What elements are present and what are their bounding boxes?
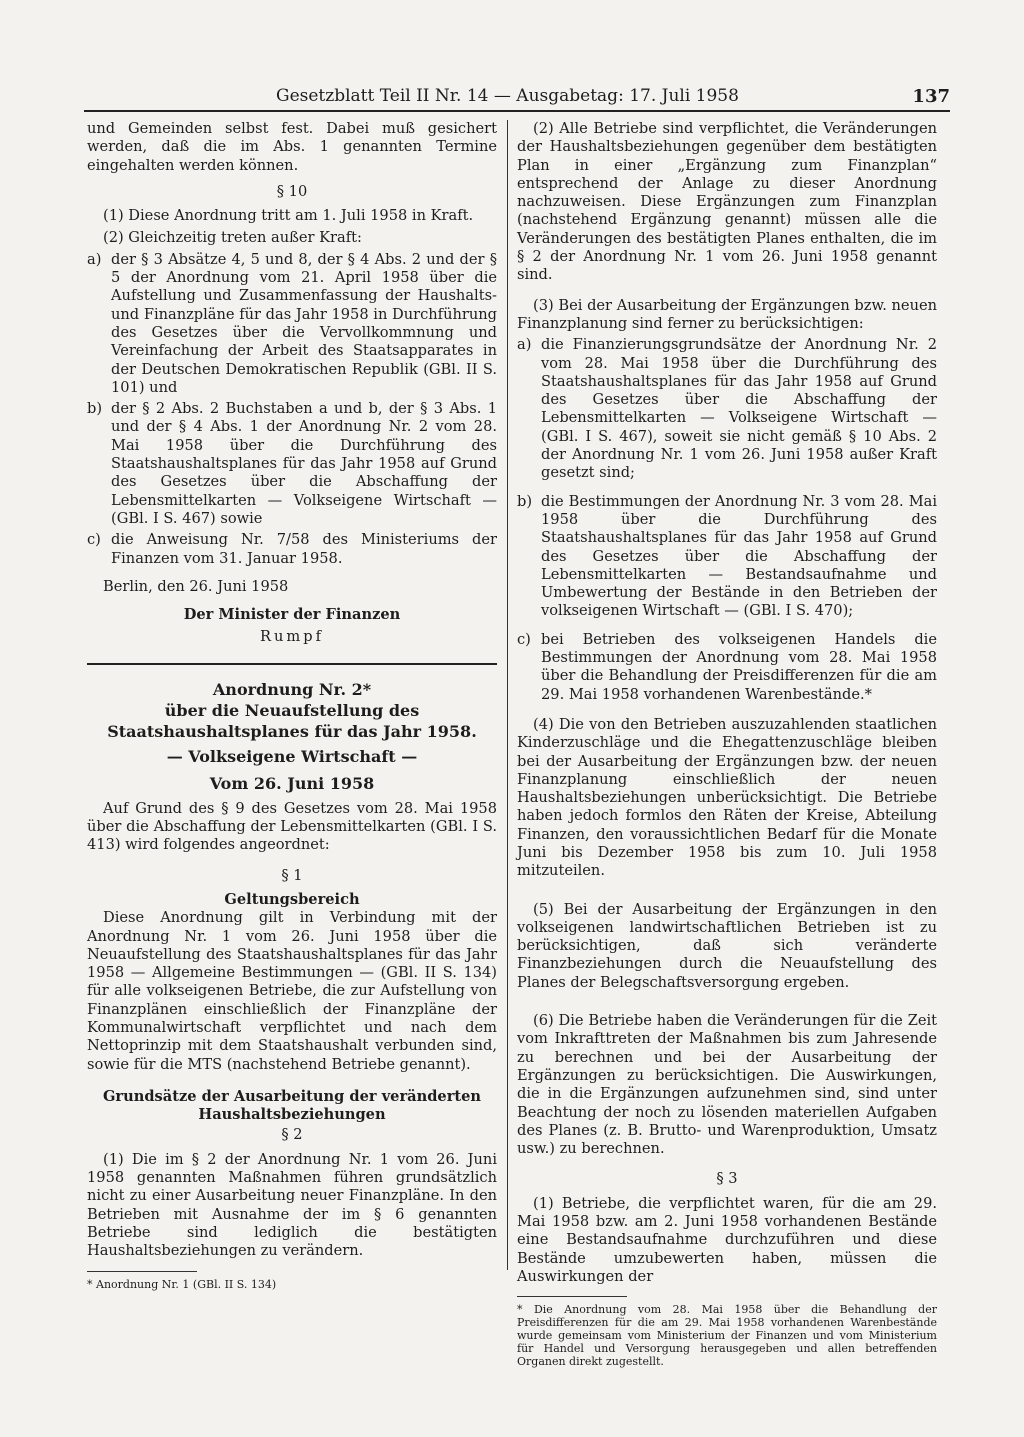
s2-item-b	[517, 493, 937, 621]
s10-item-b	[87, 400, 497, 528]
item-text: die Finanzierungsgrundsätze der Anordnung Nr. 2 vom 28. Mai 1958 über die Durchführung des Staatshaushaltsplanes für das Jahr 1958 auf Grund des Gesetzes über die Abschaffung der Lebensmittelkarten — Volkseigene Wirtschaft — (GBl. I S. 467), soweit sie nicht gemäß § 10 Abs. 2 der Anordnung Nr. 1 vom 26. Juni 1958 außer Kraft gesetzt sind;	[541, 336, 937, 482]
item-text: die Anweisung Nr. 7/58 des Ministeriums der Finanzen vom 31. Januar 1958.	[111, 531, 497, 567]
section-2-heading: § 2	[281, 1126, 303, 1144]
ordinance-subtitle: über die Neuaufstellung des Staatshaushaltsplanes für das Jahr 1958.	[107, 700, 477, 741]
header-rule	[84, 110, 950, 112]
column-divider	[507, 120, 508, 1270]
footnote-rule	[517, 1296, 627, 1297]
header-title: Gesetzblatt Teil II Nr. 14 — Ausgabetag: 17. Juli 1958	[276, 86, 739, 106]
left-column	[87, 120, 497, 1291]
s2-paragraph-3: (3) Bei der Ausarbeitung der Ergänzungen bzw. neuen Finanzplanung sind ferner zu berücksichtigen:	[517, 296, 937, 332]
section-1-title: Geltungsbereich	[224, 890, 360, 908]
item-label: c)	[517, 630, 531, 648]
ordinance-scope: — Volkseigene Wirtschaft —	[166, 746, 418, 766]
footnote-left: * Anordnung Nr. 1 (GBl. II S. 134)	[87, 1277, 277, 1291]
section-1-text: Diese Anordnung gilt in Verbindung mit der Anordnung Nr. 1 vom 26. Juni 1958 über die Neuaufstellung des Staatshaushaltsplanes für das Jahr 1958 — Allgemeine Bestimmungen — (GBl. II S. 134) für alle volkseigenen Betriebe, die zur Aufstellung von Finanzplänen einschließlich der Finanzpläne der Kommunalwirtschaft verpflichtet und nach dem Nettoprinzip mit dem Staatshaushalt verbunden sind, sowie für die MTS (nachstehend Betriebe genannt).	[87, 909, 497, 1073]
place-date: Berlin, den 26. Juni 1958	[103, 577, 289, 595]
ordinance-date: Vom 26. Juni 1958	[209, 773, 375, 793]
item-label: b)	[87, 400, 103, 418]
section-divider	[87, 663, 497, 665]
section-3-heading: § 3	[716, 1170, 738, 1188]
signer-name: Rumpf	[260, 628, 324, 646]
s2-paragraph-5: (5) Bei der Ausarbeitung der Ergänzungen in den volkseigenen landwirtschaftlichen Betrieben ist zu berücksichtigen, daß sich veränderte Finanzbeziehungen durch die Neuaufstellung des Planes der Belegschaftsversorgung ergeben.	[517, 900, 937, 991]
s2-paragraph-4: (4) Die von den Betrieben auszuzahlenden staatlichen Kinderzuschläge und die Ehegattenzuschläge bleiben bei der Ausarbeitung der Ergänzungen bzw. der neuen Finanzplanung einschließlich der neuen Haushaltsbeziehungen unberücksichtigt. Die Betriebe haben jedoch formlos den Räten der Kreise, Abteilung Finanzen, den voraussichtlichen Bedarf für die Monate Juni bis Dezember 1958 bis zum 10. Juli 1958 mitzuteilen.	[517, 715, 937, 880]
preamble: Auf Grund des § 9 des Gesetzes vom 28. Mai 1958 über die Abschaffung der Lebensmittelkarten (GBl. I S. 413) wird folgendes angeordnet:	[87, 799, 497, 854]
item-label: c)	[87, 531, 101, 549]
footnote-rule	[87, 1271, 197, 1272]
s10-paragraph-1: (1) Diese Anordnung tritt am 1. Juli 1958 in Kraft.	[103, 207, 474, 225]
s2-paragraph-2: (2) Alle Betriebe sind verpflichtet, die Veränderungen der Haushaltsbeziehungen gegenüber dem bestätigten Plan in einer „Ergänzung zum Finanzplan“ entsprechend der Anlage zu dieser Anordnung nachzuweisen. Diese Ergänzungen zum Finanzplan (nachstehend Ergänzung genannt) müssen alle die Veränderungen des bestätigten Planes enthalten, die im § 2 der Anordnung Nr. 1 vom 26. Juni 1958 genannt sind.	[517, 120, 937, 284]
item-text: bei Betrieben des volkseigenen Handels die Bestimmungen der Anordnung vom 28. Mai 1958 über die Behandlung der Preisdifferenzen für die am 29. Mai 1958 vorhandenen Warenbestände.*	[541, 630, 937, 703]
section-3-paragraph-1: (1) Betriebe, die verpflichtet waren, für die am 29. Mai 1958 bzw. am 2. Juni 1958 vorhandenen Bestände eine Bestandsaufnahme durchzuführen und diese Bestände umzubewerten haben, müssen die Auswirkungen der	[517, 1194, 937, 1285]
s10-item-c	[87, 531, 497, 568]
item-label: b)	[517, 492, 533, 510]
ordinance-title: Anordnung Nr. 2*	[212, 679, 372, 699]
signer-title: Der Minister der Finanzen	[183, 606, 401, 624]
item-text: der § 2 Abs. 2 Buchstaben a und b, der § 3 Abs. 1 und der § 4 Abs. 1 der Anordnung Nr. 2 vom 28. Mai 1958 über die Durchführung des Staatshaushaltsplanes für das Jahr 1958 auf Grund des Gesetzes über die Abschaffung der Lebensmittelkarten — Volkseigene Wirtschaft — (GBl. I S. 467) sowie	[111, 400, 497, 527]
page-number: 137	[912, 86, 950, 107]
page-header	[80, 86, 950, 110]
s2-paragraph-6: (6) Die Betriebe haben die Veränderungen für die Zeit vom Inkrafttreten der Maßnahmen bis zum Jahresende zu berechnen und bei der Ausarbeitung der Ergänzungen zu berücksichtigen. Die Auswirkungen, die in die Ergänzungen aufzunehmen sind, sind unter Beachtung der noch zu lösenden materiellen Aufgaben des Planes (z. B. Brutto- und Warenproduktion, Umsatz usw.) zu berechnen.	[517, 1012, 937, 1158]
s10-item-a	[87, 251, 497, 397]
item-label: a)	[87, 250, 102, 268]
s10-paragraph-2: (2) Gleichzeitig treten außer Kraft:	[103, 229, 362, 247]
s2-item-a	[517, 336, 937, 482]
intro-paragraph: und Gemeinden selbst fest. Dabei muß gesichert werden, daß die im Abs. 1 genannten Termine eingehalten werden können.	[87, 120, 497, 174]
section-10-heading: § 10	[276, 182, 308, 200]
item-text: der § 3 Absätze 4, 5 und 8, der § 4 Abs. 2 und der § 5 der Anordnung vom 21. April 1958 über die Aufstellung und Zusammenfassung der Haushalts- und Finanzpläne für das Jahr 1958 in Durchführung des Gesetzes über die Vervollkommnung und Vereinfachung der Arbeit des Staatsapparates in der Deutschen Demokratischen Republik (GBl. II S. 101) und	[111, 250, 497, 396]
s2-item-c	[517, 631, 937, 704]
principles-title: Grundsätze der Ausarbeitung der veränderten Haushaltsbeziehungen	[102, 1087, 482, 1124]
item-label: a)	[517, 336, 532, 354]
right-column	[517, 120, 937, 1368]
footnote-right: * Die Anordnung vom 28. Mai 1958 über die Behandlung der Preisdifferenzen für die am 29. Mai 1958 vorhandenen Warenbestände wurde gemeinsam vom Ministerium der Finanzen und vom Ministerium für Handel und Versorgung herausgegeben und allen betreffenden Organen direkt zugestellt.	[517, 1303, 937, 1369]
section-1-heading: § 1	[281, 866, 303, 884]
item-text: die Bestimmungen der Anordnung Nr. 3 vom 28. Mai 1958 über die Durchführung des Staatshaushaltsplanes für das Jahr 1958 auf Grund des Gesetzes über die Abschaffung der Lebensmittelkarten — Bestandsaufnahme und Umbewertung der Bestände in den Betrieben der volkseigenen Wirtschaft — (GBl. I S. 470);	[541, 492, 937, 620]
section-2-paragraph-1: (1) Die im § 2 der Anordnung Nr. 1 vom 26. Juni 1958 genannten Maßnahmen führen grundsätzlich nicht zu einer Ausarbeitung neuer Finanzpläne. In den Betrieben mit Ausnahme der im § 6 genannten Betriebe sind lediglich die bestätigten Haushaltsbeziehungen zu verändern.	[87, 1150, 497, 1260]
